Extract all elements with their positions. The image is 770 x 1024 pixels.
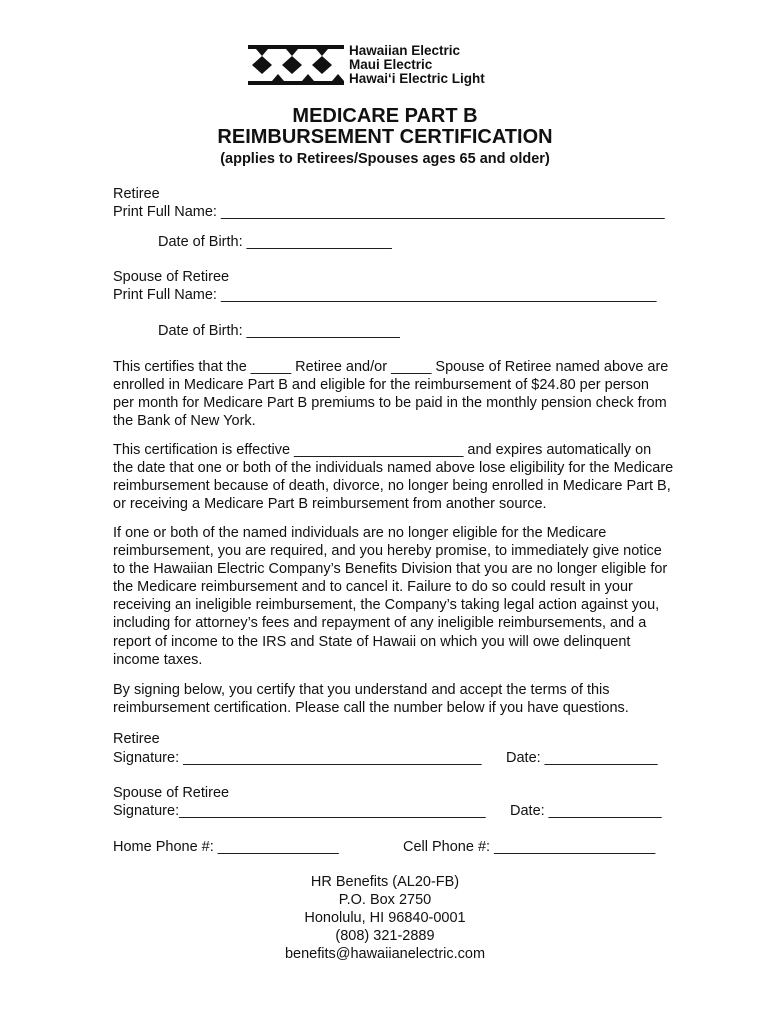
paragraph-line: enrolled in Medicare Part B and eligible for the reimbursement of $24.80 per person	[113, 377, 649, 394]
contact-phone: (808) 321-2889	[335, 928, 435, 944]
spouse-signature-field[interactable]: Signature:______________________________________	[113, 803, 486, 819]
paragraph-line: receiving an ineligible reimbursement, the Company’s taking legal action against you,	[113, 597, 660, 614]
title-line-2: REIMBURSEMENT CERTIFICATION	[217, 126, 553, 148]
paragraph-line: to the Hawaiian Electric Company’s Benefits Division that you are no longer eligible for	[113, 561, 668, 578]
retiree-signature-heading: Retiree	[113, 731, 160, 747]
paragraph-signing	[113, 681, 629, 717]
contact-email[interactable]: benefits@hawaiianelectric.com	[284, 946, 486, 962]
paragraph-line: the Bank of New York.	[113, 413, 256, 430]
retiree-dob-field[interactable]: Date of Birth: __________________	[158, 234, 392, 250]
paragraph-line: per month for Medicare Part B premiums to be paid in the monthly pension check from	[113, 395, 667, 412]
paragraph-line: reimbursement certification. Please call the number below if you have questions.	[113, 700, 629, 717]
home-phone-field[interactable]: Home Phone #: _______________	[113, 839, 339, 855]
spouse-date-field[interactable]: Date: ______________	[510, 803, 662, 819]
paragraph-line: the Medicare reimbursement and to cancel it. Failure to do so could result in your	[113, 579, 633, 596]
paragraph-line: reimbursement because of death, divorce, no longer being enrolled in Medicare Part B,	[113, 478, 671, 495]
paragraph-line: report of income to the IRS and State of Hawaii on which you will owe delinquent	[113, 633, 631, 650]
paragraph-certifies	[113, 358, 668, 430]
title-subtitle: (applies to Retirees/Spouses ages 65 and older)	[220, 151, 550, 167]
spouse-heading: Spouse of Retiree	[113, 269, 230, 285]
logo-mark-icon	[246, 42, 346, 90]
paragraph-line: If one or both of the named individuals are no longer eligible for the Medicare	[113, 525, 607, 541]
spouse-signature-heading: Spouse of Retiree	[113, 785, 230, 801]
paragraph-eligibility	[113, 524, 667, 669]
paragraph-line: This certification is effective _____________________ and expires automatically on	[113, 442, 652, 458]
title-line-1: MEDICARE PART B	[292, 105, 478, 127]
paragraph-line: By signing below, you certify that you understand and accept the terms of this	[113, 682, 610, 698]
retiree-name-field[interactable]: Print Full Name: _______________________________________________________	[113, 204, 665, 220]
contact-po-box: P.O. Box 2750	[338, 892, 432, 908]
logo-line-1: Hawaiian Electric	[349, 43, 461, 58]
cell-phone-field[interactable]: Cell Phone #: ____________________	[403, 839, 656, 855]
spouse-name-field[interactable]: Print Full Name: ______________________________________________________	[113, 287, 657, 303]
company-logo	[246, 42, 536, 90]
paragraph-line: reimbursement, you are required, and you hereby promise, to immediately give notice	[113, 543, 662, 560]
retiree-signature-field[interactable]: Signature: _____________________________________	[113, 750, 482, 766]
contact-city: Honolulu, HI 96840-0001	[304, 910, 466, 926]
contact-dept: HR Benefits (AL20-FB)	[310, 874, 460, 890]
retiree-date-field[interactable]: Date: ______________	[506, 750, 658, 766]
paragraph-effective	[113, 441, 673, 513]
retiree-heading: Retiree	[113, 186, 160, 202]
paragraph-line: the date that one or both of the individuals named above lose eligibility for the Medicare	[113, 460, 674, 477]
paragraph-line: including for attorney’s fees and repayment of any ineligible reimbursements, and a	[113, 615, 647, 632]
paragraph-line: income taxes.	[113, 651, 203, 668]
paragraph-line: This certifies that the _____ Retiree and/or _____ Spouse of Retiree named above are	[113, 359, 669, 375]
paragraph-line: or receiving a Medicare Part B reimbursement from another source.	[113, 496, 547, 513]
logo-line-3: Hawai‘i Electric Light	[349, 71, 485, 86]
logo-line-2: Maui Electric	[349, 57, 433, 72]
spouse-dob-field[interactable]: Date of Birth: ___________________	[158, 323, 400, 339]
